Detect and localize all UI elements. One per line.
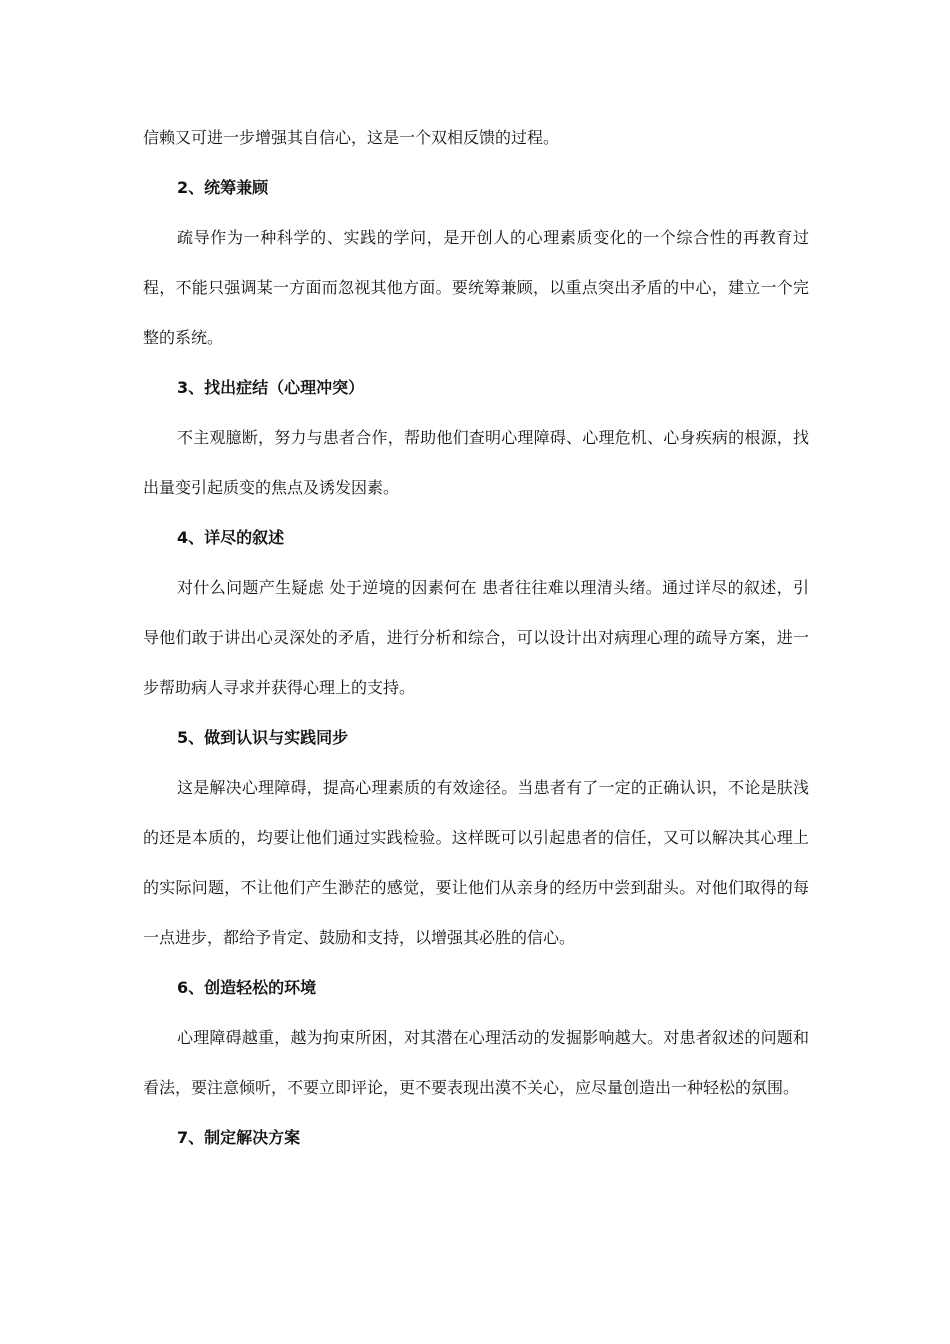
paragraph-section-5: 这是解决心理障碍，提高心理素质的有效途径。当患者有了一定的正确认识，不论是肤浅的还是本质的，均要让他们通过实践检验。这样既可以引起患者的信任，又可以解决其心理上的实际问题，不让他们产生渺茫的感觉，要让他们从亲身的经历中尝到甜头。对他们取得的每一点进步，都给予肯定、鼓励和支持，以增强其必胜的信心。 bbox=[143, 778, 809, 947]
paragraph-section-6: 心理障碍越重，越为拘束所困，对其潜在心理活动的发掘影响越大。对患者叙述的问题和看法，要注意倾听，不要立即评论，更不要表现出漠不关心，应尽量创造出一种轻松的氛围。 bbox=[143, 1028, 809, 1097]
document-body bbox=[143, 113, 809, 1163]
paragraph-section-4: 对什么问题产生疑虑 处于逆境的因素何在 患者往往难以理清头绪。通过详尽的叙述，引导他们敢于讲出心灵深处的矛盾，进行分析和综合，可以设计出对病理心理的疏导方案，进一步帮助病人寻求并获得心理上的支持。 bbox=[143, 578, 809, 697]
section-heading-5: 5、做到认识与实践同步 bbox=[177, 728, 349, 747]
paragraph-section-2: 疏导作为一种科学的、实践的学问，是开创人的心理素质变化的一个综合性的再教育过程，不能只强调某一方面而忽视其他方面。要统筹兼顾，以重点突出矛盾的中心，建立一个完整的系统。 bbox=[143, 228, 809, 347]
paragraph-section-3: 不主观臆断，努力与患者合作，帮助他们查明心理障碍、心理危机、心身疾病的根源，找出量变引起质变的焦点及诱发因素。 bbox=[143, 428, 809, 497]
paragraph-continuation: 信赖又可进一步增强其自信心，这是一个双相反馈的过程。 bbox=[143, 128, 560, 147]
section-heading-4: 4、详尽的叙述 bbox=[177, 528, 285, 547]
section-heading-3: 3、找出症结（心理冲突） bbox=[177, 378, 365, 397]
section-heading-2: 2、统筹兼顾 bbox=[177, 178, 269, 197]
section-heading-6: 6、创造轻松的环境 bbox=[177, 978, 317, 997]
section-heading-7: 7、制定解决方案 bbox=[177, 1128, 301, 1147]
